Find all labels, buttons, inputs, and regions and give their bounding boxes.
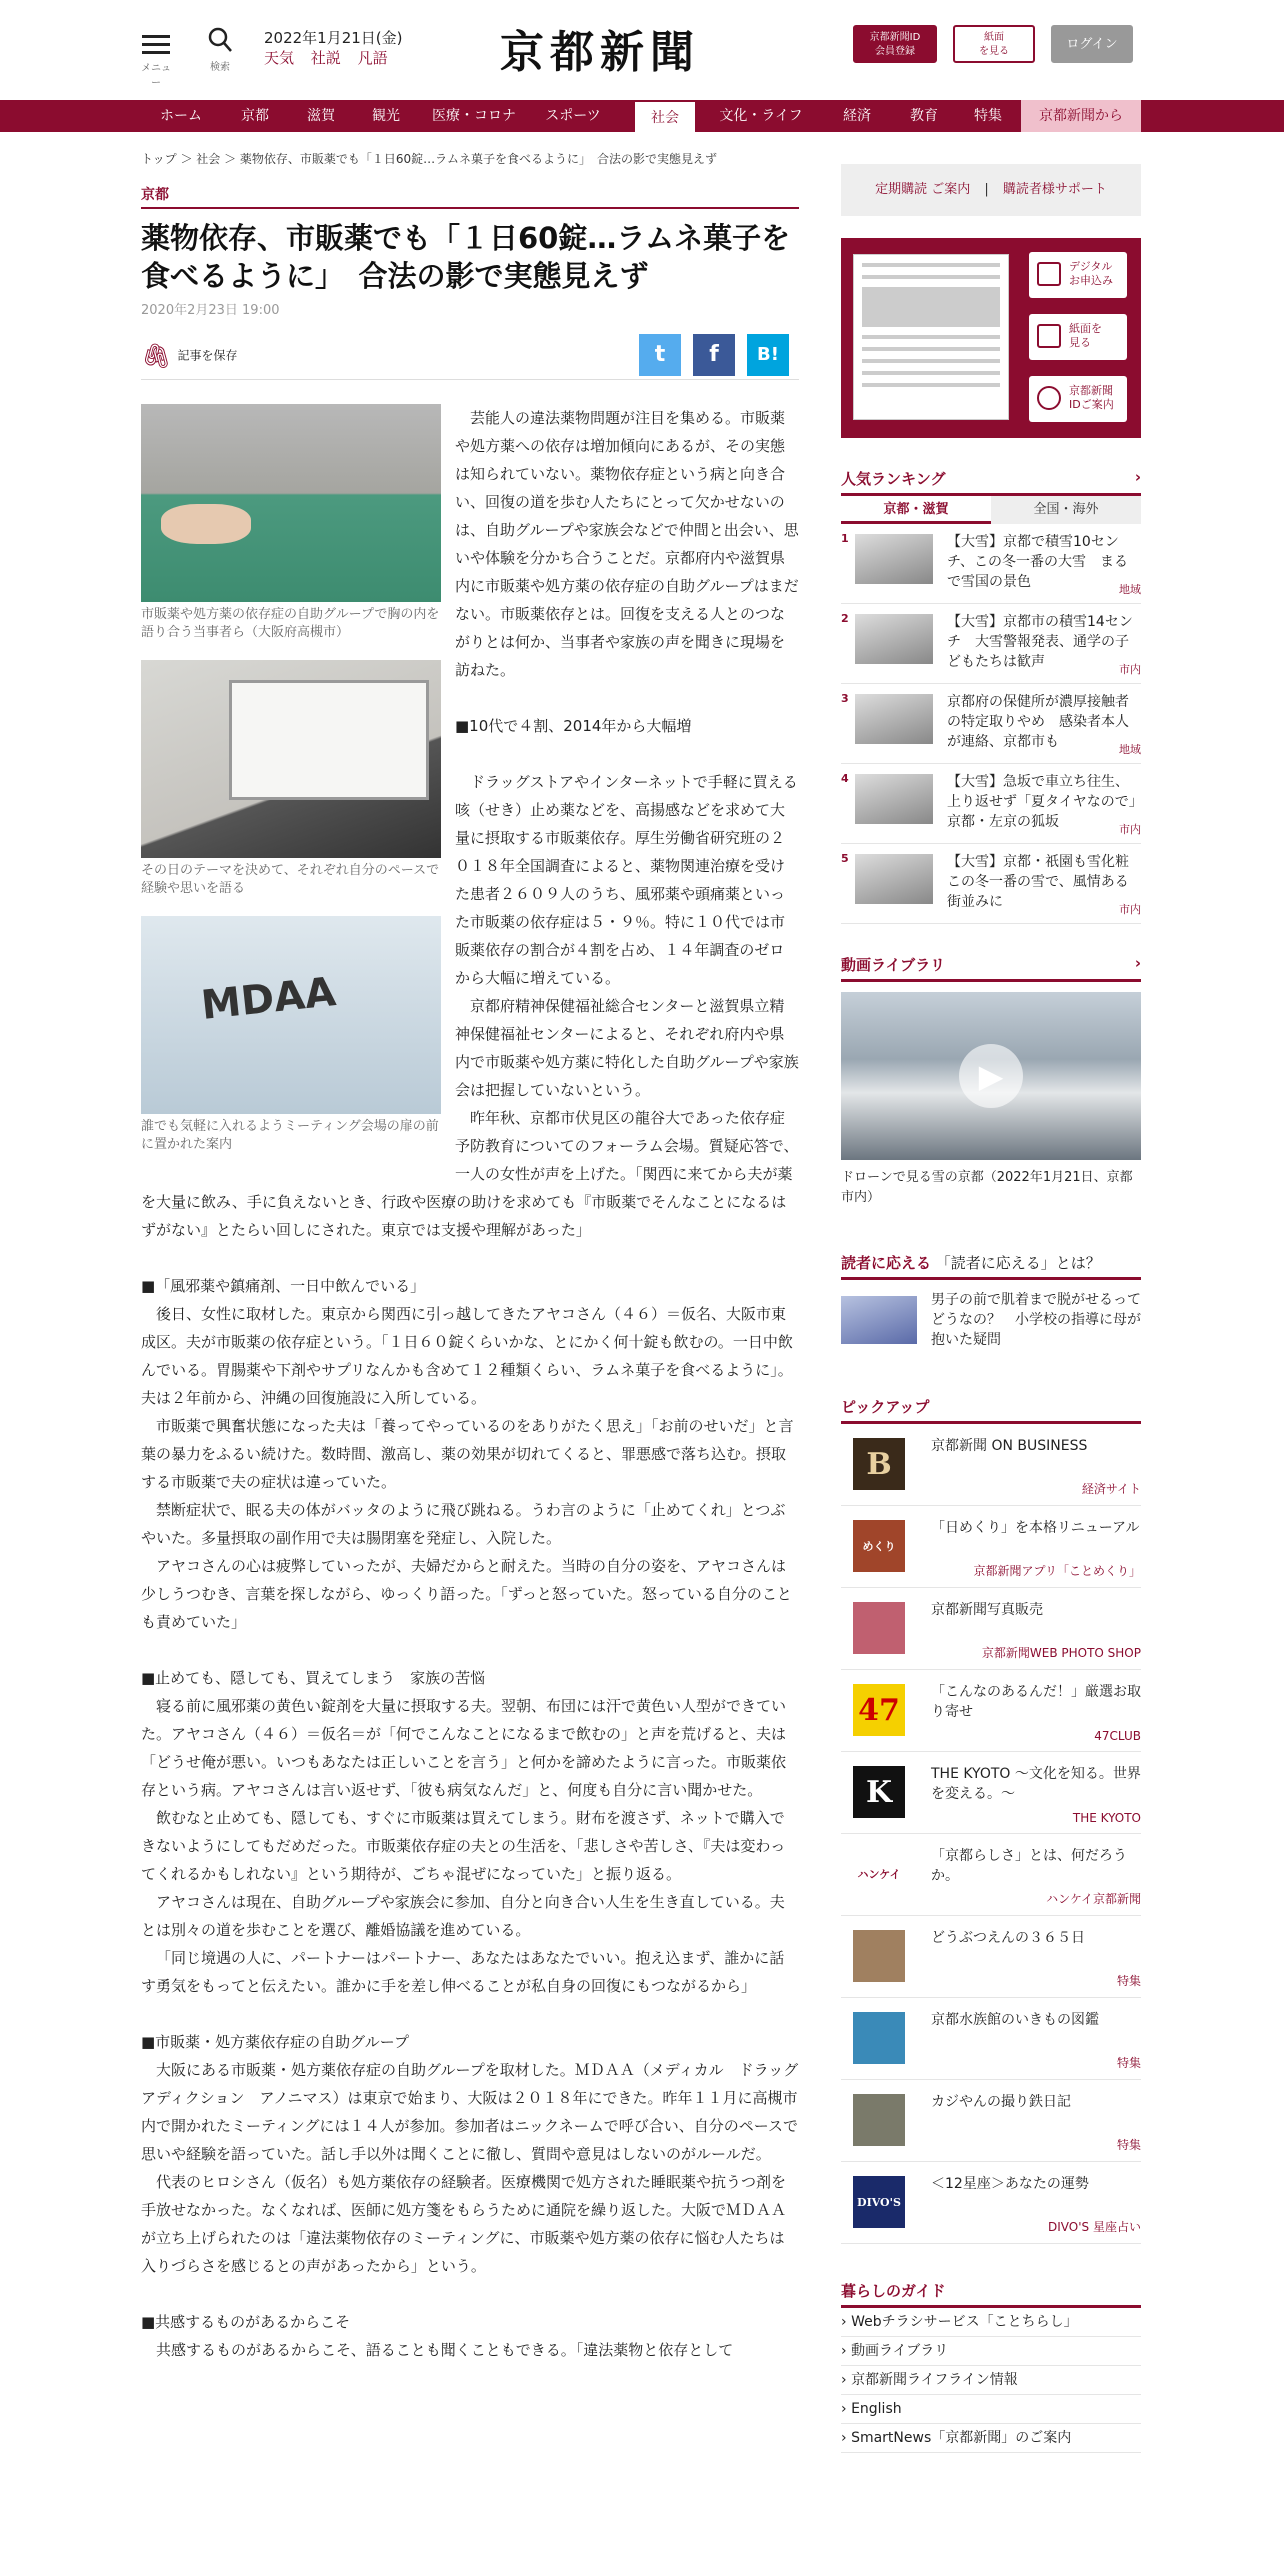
pickup-thumbnail bbox=[853, 1602, 905, 1654]
twitter-icon: t bbox=[654, 342, 666, 367]
nav-culture[interactable]: 文化・ライフ bbox=[719, 108, 803, 124]
pickup-item[interactable] bbox=[841, 1998, 1141, 2080]
rank-title: 【大雪】京都で積雪10センチ、この冬一番の大雪 まるで雪国の景色 bbox=[947, 534, 1129, 590]
rank-title: 【大雪】急坂で車立ち往生、上り返せず「夏タイヤなので」京都・左京の狐坂 bbox=[947, 774, 1136, 830]
pickup-tag: 京都新聞WEB PHOTO SHOP bbox=[981, 1646, 1141, 1660]
bongo-link[interactable]: 凡語 bbox=[357, 49, 388, 67]
id-register-line1: 京都新聞ID bbox=[869, 32, 921, 43]
article-subheading: ■止めても、隠しても、買えてしまう 家族の苦悩 bbox=[141, 1669, 486, 1687]
article-subheading: ■共感するものがあるからこそ bbox=[141, 2313, 351, 2331]
ranking-item[interactable] bbox=[841, 844, 1141, 924]
id-info-line1: 京都新聞 bbox=[1069, 384, 1113, 397]
article-paragraph: 「同じ境遇の人に、パートナーはパートナー、あなたはあなたでいい。抱え込まず、誰かに話す勇気をもってと伝えたい。誰かに手を差し伸べることが私自身の回復にもつながるから」 bbox=[141, 1949, 785, 1995]
view-paper-side-line2: 見る bbox=[1069, 336, 1091, 349]
rank-tag: 市内 bbox=[1119, 663, 1141, 676]
monitor-icon bbox=[1037, 324, 1061, 348]
rank-title: 【大雪】京都・祇園も雪化粧 この冬一番の雪で、風情ある街並みに bbox=[947, 854, 1143, 910]
article-paragraph: 寝る前に風邪薬の黄色い錠剤を大量に摂取する夫。翌朝、布団には汗で黄色い人型ができていた。アヤコさん（４６）＝仮名＝が「何でこんなことになるまで飲むの」と声を荒げると、夫は「どうせ俺が悪い。いつもあなたは正しいことを言う」と何かを諦めたように言った。市販薬依存という病。アヤコさんは言い返せず、「彼も病気なんだ」と、何度も自分に言い聞かせた。 bbox=[141, 1697, 787, 1799]
guide-link[interactable] bbox=[841, 2424, 1141, 2453]
play-icon: ▶ bbox=[959, 1044, 1023, 1108]
nav-sports[interactable]: スポーツ bbox=[545, 108, 601, 124]
chevron-right-icon: › bbox=[841, 2314, 852, 2330]
pickup-thumbnail: DIVO'S bbox=[853, 2176, 905, 2228]
ranking-item[interactable] bbox=[841, 764, 1141, 844]
article-paragraph: 京都府精神保健福祉総合センターと滋賀県立精神保健福祉センターによると、それぞれ府内や県内で市販薬や処方薬に特化した自助グループや家族会は把握していないという。 bbox=[455, 997, 799, 1099]
pickup-thumbnail bbox=[853, 1930, 905, 1982]
guide-link[interactable] bbox=[841, 2395, 1141, 2424]
weather-link[interactable]: 天気 bbox=[264, 49, 295, 67]
nav-features[interactable]: 特集 bbox=[974, 108, 1002, 124]
view-paper-line1: 紙面 bbox=[984, 32, 1004, 43]
pickup-item[interactable] bbox=[841, 2080, 1141, 2162]
reader-item-title: 男子の前で肌着まで脱がせるってどうなの？ 小学校の指導に母が抱いた疑問 bbox=[931, 1292, 1141, 1348]
pickup-tag: DIVO'S 星座占い bbox=[1048, 2220, 1141, 2234]
pickup-tag: THE KYOTO bbox=[1072, 1811, 1141, 1825]
site-logo[interactable]: 京都新聞 bbox=[500, 27, 700, 78]
tablet-icon bbox=[1037, 262, 1061, 286]
nav-economy[interactable]: 経済 bbox=[843, 108, 871, 124]
article-paragraph: 芸能人の違法薬物問題が注目を集める。市販薬や処方薬への依存は増加傾向にあるが、その実態は知られていない。薬物依存症という病と向き合い、回復の道を歩む人たちにとって欠かせないのは、自助グループや家族会などで仲間と出会い、思いや体験を分かち合うことだ。京都府内や滋賀県内に市販薬や処方薬の依存症の自助グループはまだない。市販薬依存とは。回復を支える人とのつながりとは何か、当事者や家族の声を聞きに現場を訪ねた。 bbox=[455, 409, 799, 679]
nav-home[interactable]: ホーム bbox=[160, 108, 202, 124]
nav-medical[interactable]: 医療・コロナ bbox=[432, 108, 516, 124]
ranking-item[interactable] bbox=[841, 524, 1141, 604]
guide-title: 暮らしのガイド bbox=[841, 2280, 1141, 2308]
ranking-item[interactable] bbox=[841, 684, 1141, 764]
facebook-share-button[interactable] bbox=[693, 334, 735, 376]
id-register-button[interactable] bbox=[853, 25, 937, 63]
paper-line bbox=[862, 347, 1000, 351]
divider: | bbox=[984, 182, 989, 197]
rank-number: 5 bbox=[841, 852, 849, 865]
pickup-title: ピックアップ bbox=[841, 1396, 1141, 1424]
pickup-title: THE KYOTO ～文化を知る。世界を変える。～ bbox=[931, 1766, 1141, 1802]
digital-apply-line2: お申込み bbox=[1069, 274, 1113, 287]
pickup-thumbnail: ハンケイ bbox=[853, 1848, 905, 1900]
facebook-icon: f bbox=[709, 342, 719, 367]
rank-number: 4 bbox=[841, 772, 849, 785]
breadcrumb[interactable]: トップ ＞ 社会 ＞ 薬物依存、市販薬でも「１日60錠…ラムネ菓子を食べるように」 合法の影で実態見えず bbox=[141, 152, 718, 166]
rank-thumbnail bbox=[855, 854, 933, 904]
login-button[interactable]: ログイン bbox=[1051, 25, 1133, 63]
menu-button[interactable] bbox=[140, 30, 172, 89]
digital-paper-box bbox=[841, 238, 1141, 438]
paper-photo bbox=[862, 287, 1000, 327]
paperclip-icon: 🖇 bbox=[141, 342, 172, 370]
pickup-tag: 特集 bbox=[1116, 2056, 1141, 2070]
guide-link-label: Webチラシサービス「ことちらし」 bbox=[851, 2314, 1078, 2330]
photo-caption-3: 誰でも気軽に入れるようミーティング会場の扉の前に置かれた案内 bbox=[141, 1119, 439, 1152]
save-article-button[interactable] bbox=[141, 342, 237, 370]
paper-line bbox=[862, 263, 1000, 267]
pickup-tag: ハンケイ京都新聞 bbox=[1046, 1892, 1141, 1906]
hatena-icon: B! bbox=[757, 344, 779, 365]
article-photo-3[interactable] bbox=[141, 916, 441, 1114]
article-photo-2[interactable] bbox=[141, 660, 441, 858]
article-body bbox=[141, 404, 814, 2364]
pickup-tag: 経済サイト bbox=[1081, 1482, 1141, 1496]
rank-number: 3 bbox=[841, 692, 849, 705]
rank-tag: 市内 bbox=[1119, 903, 1141, 916]
article-paragraph: 禁断症状で、眠る夫の体がバッタのように飛び跳ねる。うわ言のように「止めてくれ」とつぶやいた。多量摂取の副作用で夫は腸閉塞を発症し、入院した。 bbox=[141, 1501, 786, 1547]
nav-tourism[interactable]: 観光 bbox=[372, 108, 400, 124]
pickup-item[interactable] bbox=[841, 1670, 1141, 1752]
article-paragraph: 大阪にある市販薬・処方薬依存症の自助グループを取材した。ＭＤＡＡ（メディカル ドラッグ アディクション アノニマス）は東京で始まり、大阪は２０１８年にできた。昨年１１月に高槻市内で開かれたミーティングには１４人が参加。参加者はニックネームで呼び合い、自分のペースで思いや経験を語っていた。話し手以外は聞くことに徹し、質問や意見はしないのがルールだ。 bbox=[141, 2061, 814, 2163]
rank-thumbnail bbox=[855, 774, 933, 824]
reader-thumbnail bbox=[841, 1296, 917, 1344]
rank-thumbnail bbox=[855, 614, 933, 664]
rank-number: 1 bbox=[841, 532, 849, 545]
menu-label: メニュー bbox=[141, 63, 171, 89]
subscribe-link[interactable]: 定期購読 ご案内 bbox=[875, 182, 971, 197]
view-paper-side-button[interactable] bbox=[1029, 314, 1127, 360]
paper-line bbox=[862, 275, 1000, 279]
chevron-right-icon: › bbox=[841, 2430, 852, 2446]
ranking-item[interactable] bbox=[841, 604, 1141, 684]
photo-mdaa-sign: MDAA bbox=[198, 969, 338, 1029]
guide-link[interactable] bbox=[841, 2308, 1141, 2337]
article-paragraph: 共感するものがあるからこそ、語ることも聞くこともできる。「違法薬物と依存として bbox=[156, 2341, 734, 2359]
pickup-title: 京都新聞写真販売 bbox=[931, 1602, 1043, 1618]
category-nav bbox=[0, 100, 1284, 132]
photo-column bbox=[141, 404, 441, 1172]
reader-response-title[interactable] bbox=[841, 1252, 1141, 1280]
article-main bbox=[141, 150, 814, 2364]
id-info-button[interactable] bbox=[1029, 376, 1127, 422]
pickup-thumbnail bbox=[853, 2094, 905, 2146]
chevron-right-icon: › bbox=[1134, 954, 1141, 972]
rank-thumbnail bbox=[855, 534, 933, 584]
video-thumbnail[interactable] bbox=[841, 992, 1141, 1160]
view-paper-button[interactable] bbox=[953, 25, 1035, 63]
article-paragraph: アヤコさんの心は疲弊していったが、夫婦だからと耐えた。当時の自分の姿を、アヤコさんは少しうつむき、言葉を探しながら、ゆっくり語った。「ずっと怒っていた。怒っている自分のことも責めていた」 bbox=[141, 1557, 792, 1631]
article-paragraph: 市販薬で興奮状態になった夫は「養ってやっているのをありがたく思え」「お前のせいだ」と言葉の暴力をふるい続けた。数時間、激高し、薬の効果が切れてくると、罪悪感で落ち込む。摂取する市販薬で夫の症状は違っていた。 bbox=[141, 1417, 794, 1491]
twitter-share-button[interactable] bbox=[639, 334, 681, 376]
guide-link-label: 動画ライブラリ bbox=[851, 2343, 949, 2359]
current-date: 2022年1月21日(金) bbox=[264, 29, 403, 47]
article-subheading: ■「風邪薬や鎮痛剤、一日中飲んでいる」 bbox=[141, 1277, 426, 1295]
date-block bbox=[264, 28, 403, 68]
pickup-thumbnail: B bbox=[853, 1438, 905, 1490]
hamburger-icon bbox=[142, 35, 170, 38]
reader-response-item[interactable] bbox=[841, 1290, 1141, 1370]
subscriber-support-link[interactable]: 購読者様サポート bbox=[1002, 182, 1107, 197]
pickup-item[interactable] bbox=[841, 1424, 1141, 1506]
pickup-thumbnail: 47 bbox=[853, 1684, 905, 1736]
hamburger-bar bbox=[142, 51, 170, 54]
pickup-tag: 特集 bbox=[1116, 2138, 1141, 2152]
pickup-thumbnail: K bbox=[853, 1766, 905, 1818]
nav-shiga[interactable]: 滋賀 bbox=[307, 108, 335, 124]
search-icon bbox=[207, 26, 233, 54]
guide-list bbox=[841, 2308, 1141, 2453]
pickup-item[interactable] bbox=[841, 1752, 1141, 1834]
pickup-item[interactable] bbox=[841, 2162, 1141, 2244]
guide-link-label: English bbox=[851, 2401, 902, 2417]
paper-front-page-image[interactable] bbox=[853, 254, 1009, 420]
article-headline: 薬物依存、市販薬でも「１日60錠…ラムネ菓子を食べるように」 合法の影で実態見えず bbox=[141, 221, 791, 293]
pickup-title: カジやんの撮り鉄日記 bbox=[931, 2094, 1071, 2110]
ranking-list bbox=[841, 524, 1141, 924]
pickup-title: 「京都らしさ」とは、何だろうか。 bbox=[931, 1848, 1127, 1884]
reader-response-label: 読者に応える bbox=[841, 1254, 932, 1272]
reader-response-about: 「読者に応える」とは？ bbox=[935, 1254, 1101, 1272]
view-paper-side-line1: 紙面を bbox=[1069, 322, 1102, 335]
id-register-line2: 会員登録 bbox=[875, 46, 915, 57]
view-paper-line2: を見る bbox=[979, 46, 1009, 57]
chevron-right-icon: › bbox=[841, 2401, 852, 2417]
rank-tag: 地域 bbox=[1119, 583, 1141, 596]
article-subheading: ■市販薬・処方薬依存症の自助グループ bbox=[141, 2033, 409, 2051]
ranking-title-text: 人気ランキング bbox=[841, 470, 946, 488]
pickup-list bbox=[841, 1424, 1141, 2244]
site-header bbox=[0, 0, 1284, 100]
hamburger-bar bbox=[142, 43, 170, 46]
paper-line bbox=[862, 359, 1000, 363]
paper-line bbox=[862, 383, 1000, 387]
pickup-thumbnail bbox=[853, 2012, 905, 2064]
pickup-title: 京都水族館のいきもの図鑑 bbox=[931, 2012, 1099, 2028]
subscription-box bbox=[841, 164, 1141, 216]
guide-link-label: 京都新聞ライフライン情報 bbox=[851, 2372, 1018, 2388]
pickup-item[interactable] bbox=[841, 1834, 1141, 1916]
rank-thumbnail bbox=[855, 694, 933, 744]
rank-tag: 地域 bbox=[1119, 743, 1141, 756]
pickup-item[interactable] bbox=[841, 1916, 1141, 1998]
search-button[interactable] bbox=[200, 26, 240, 73]
article-paragraph: 飲むなと止めても、隠しても、すぐに市販薬は買えてしまう。財布を渡さず、ネットで購入できないようにしてもだめだった。市販薬依存症の夫との生活を、「悲しさや苦しさ、『夫は変わってくれるかもしれない』という期待が、ごちゃ混ぜになっていた」と振り返る。 bbox=[141, 1809, 786, 1883]
video-library-title-text: 動画ライブラリ bbox=[841, 956, 946, 974]
chevron-right-icon: › bbox=[1134, 468, 1141, 486]
pickup-tag: 47CLUB bbox=[1094, 1729, 1141, 1743]
chevron-right-icon: › bbox=[841, 2343, 852, 2359]
tab-kyoto-shiga[interactable]: 京都・滋賀 bbox=[841, 496, 991, 524]
rank-number: 2 bbox=[841, 612, 849, 625]
photo-caption-1: 市販薬や処方薬の依存症の自助グループで胸の内を語り合う当事者ら（大阪府高槻市） bbox=[141, 607, 440, 640]
photo-hand bbox=[161, 504, 251, 544]
tab-national[interactable]: 全国・海外 bbox=[991, 496, 1141, 524]
nav-society[interactable]: 社会 bbox=[635, 100, 695, 132]
pickup-tag: 京都新聞アプリ「ことめくり」 bbox=[973, 1564, 1141, 1578]
ranking-title[interactable] bbox=[841, 468, 1141, 496]
info-icon bbox=[1037, 386, 1061, 410]
digital-apply-line1: デジタル bbox=[1069, 260, 1113, 273]
article-category[interactable]: 京都 bbox=[141, 184, 799, 209]
editorial-link[interactable]: 社説 bbox=[310, 49, 341, 67]
article-photo-1[interactable] bbox=[141, 404, 441, 602]
article-paragraph: 昨年秋、京都市伏見区の龍谷大であった依存症予防教育についてのフォーラム会場。質疑応答で、一人の女性が声を上げた。「関西に来てから夫が薬を大量に飲み、手に負えないとき、行政や医療の助けを求めても『市販薬でそんなことになるはずがない』とたらい回しにされた。東京では支援や理解があった」 bbox=[141, 1109, 799, 1239]
pickup-title: 「こんなのあるんだ！」厳選お取り寄せ bbox=[931, 1684, 1141, 1720]
pickup-title: 京都新聞 ON BUSINESS bbox=[931, 1438, 1088, 1454]
nav-kyoto[interactable]: 京都 bbox=[241, 108, 269, 124]
article-subheading: ■10代で４割、2014年から大幅増 bbox=[455, 717, 692, 735]
id-info-line2: IDご案内 bbox=[1069, 398, 1114, 411]
article-paragraph: ドラッグストアやインターネットで手軽に買える咳（せき）止め薬などを、高揚感などを求めて大量に摂取する市販薬依存。厚生労働省研究班の２０１８年全国調査によると、薬物関連治療を受けた患者２６０９人のうち、風邪薬や頭痛薬といった市販薬の依存症は５・９％。特に１０代では市販薬依存の割合が４割を占め、１４年調査のゼロから大幅に増えている。 bbox=[455, 773, 798, 987]
chevron-right-icon: › bbox=[841, 2372, 852, 2388]
pickup-title: ＜12星座＞あなたの運勢 bbox=[931, 2176, 1089, 2192]
nav-from-kyoto-np[interactable]: 京都新聞から bbox=[1021, 100, 1141, 132]
pickup-title: どうぶつえんの３６５日 bbox=[931, 1930, 1085, 1946]
guide-link[interactable] bbox=[841, 2366, 1141, 2395]
ranking-tabs bbox=[841, 496, 1141, 524]
article-paragraph: アヤコさんは現在、自助グループや家族会に参加、自分と向き合い人生を生き直している。夫とは別々の道を歩むことを選び、離婚協議を進めている。 bbox=[141, 1893, 785, 1939]
paper-line bbox=[862, 371, 1000, 375]
hatena-bookmark-button[interactable] bbox=[747, 334, 789, 376]
sidebar bbox=[841, 164, 1141, 2453]
nav-education[interactable]: 教育 bbox=[910, 108, 938, 124]
rank-tag: 市内 bbox=[1119, 823, 1141, 836]
guide-link-label: SmartNews「京都新聞」のご案内 bbox=[851, 2430, 1072, 2446]
photo-caption-2: その日のテーマを決めて、それぞれ自分のペースで経験や思いを語る bbox=[141, 863, 440, 896]
pickup-tag: 特集 bbox=[1116, 1974, 1141, 1988]
video-library-title[interactable] bbox=[841, 954, 1141, 982]
pickup-title: 「日めくり」を本格リニューアル bbox=[931, 1520, 1140, 1536]
article-paragraph: 後日、女性に取材した。東京から関西に引っ越してきたアヤコさん（４６）＝仮名、大阪市東成区。夫が市販薬の依存症という。「１日６０錠くらいかな、とにかく何十錠も飲むの。一日中飲んでいる。胃腸薬や下剤やサプリなんかも含めて１２種類くらい、ラムネ菓子を食べるように」。夫は２年前から、沖縄の回復施設に入所している。 bbox=[141, 1305, 793, 1407]
save-article-label: 記事を保存 bbox=[177, 348, 238, 363]
rank-title: 【大雪】京都市の積雪14センチ 大雪警報発表、通学の子どもたちは歓声 bbox=[947, 614, 1133, 670]
search-label: 検索 bbox=[210, 62, 230, 73]
publish-date: 2020年2月23日 19:00 bbox=[141, 303, 280, 318]
digital-apply-button[interactable] bbox=[1029, 252, 1127, 298]
pickup-item[interactable] bbox=[841, 1588, 1141, 1670]
article-paragraph: 代表のヒロシさん（仮名）も処方薬依存の経験者。医療機関で処方された睡眠薬や抗うつ剤を手放せなかった。なくなれば、医師に処方箋をもらうために通院を繰り返した。大阪でＭＤＡＡが立ち上げられたのは「違法薬物依存のミーティングに、市販薬や処方薬の依存に悩む人たちは入りづらさを感じるとの声があったから」という。 bbox=[141, 2173, 787, 2275]
photo-whiteboard bbox=[229, 680, 429, 800]
guide-link[interactable] bbox=[841, 2337, 1141, 2366]
article-tools bbox=[141, 330, 799, 380]
rank-title: 京都府の保健所が濃厚接触者の特定取りやめ 感染者本人が連絡、京都市も bbox=[947, 694, 1129, 750]
video-caption[interactable]: ドローンで見る雪の京都（2022年1月21日、京都市内） bbox=[841, 1170, 1133, 1205]
pickup-thumbnail: めくり bbox=[853, 1520, 905, 1572]
paper-line bbox=[862, 335, 1000, 339]
pickup-item[interactable] bbox=[841, 1506, 1141, 1588]
